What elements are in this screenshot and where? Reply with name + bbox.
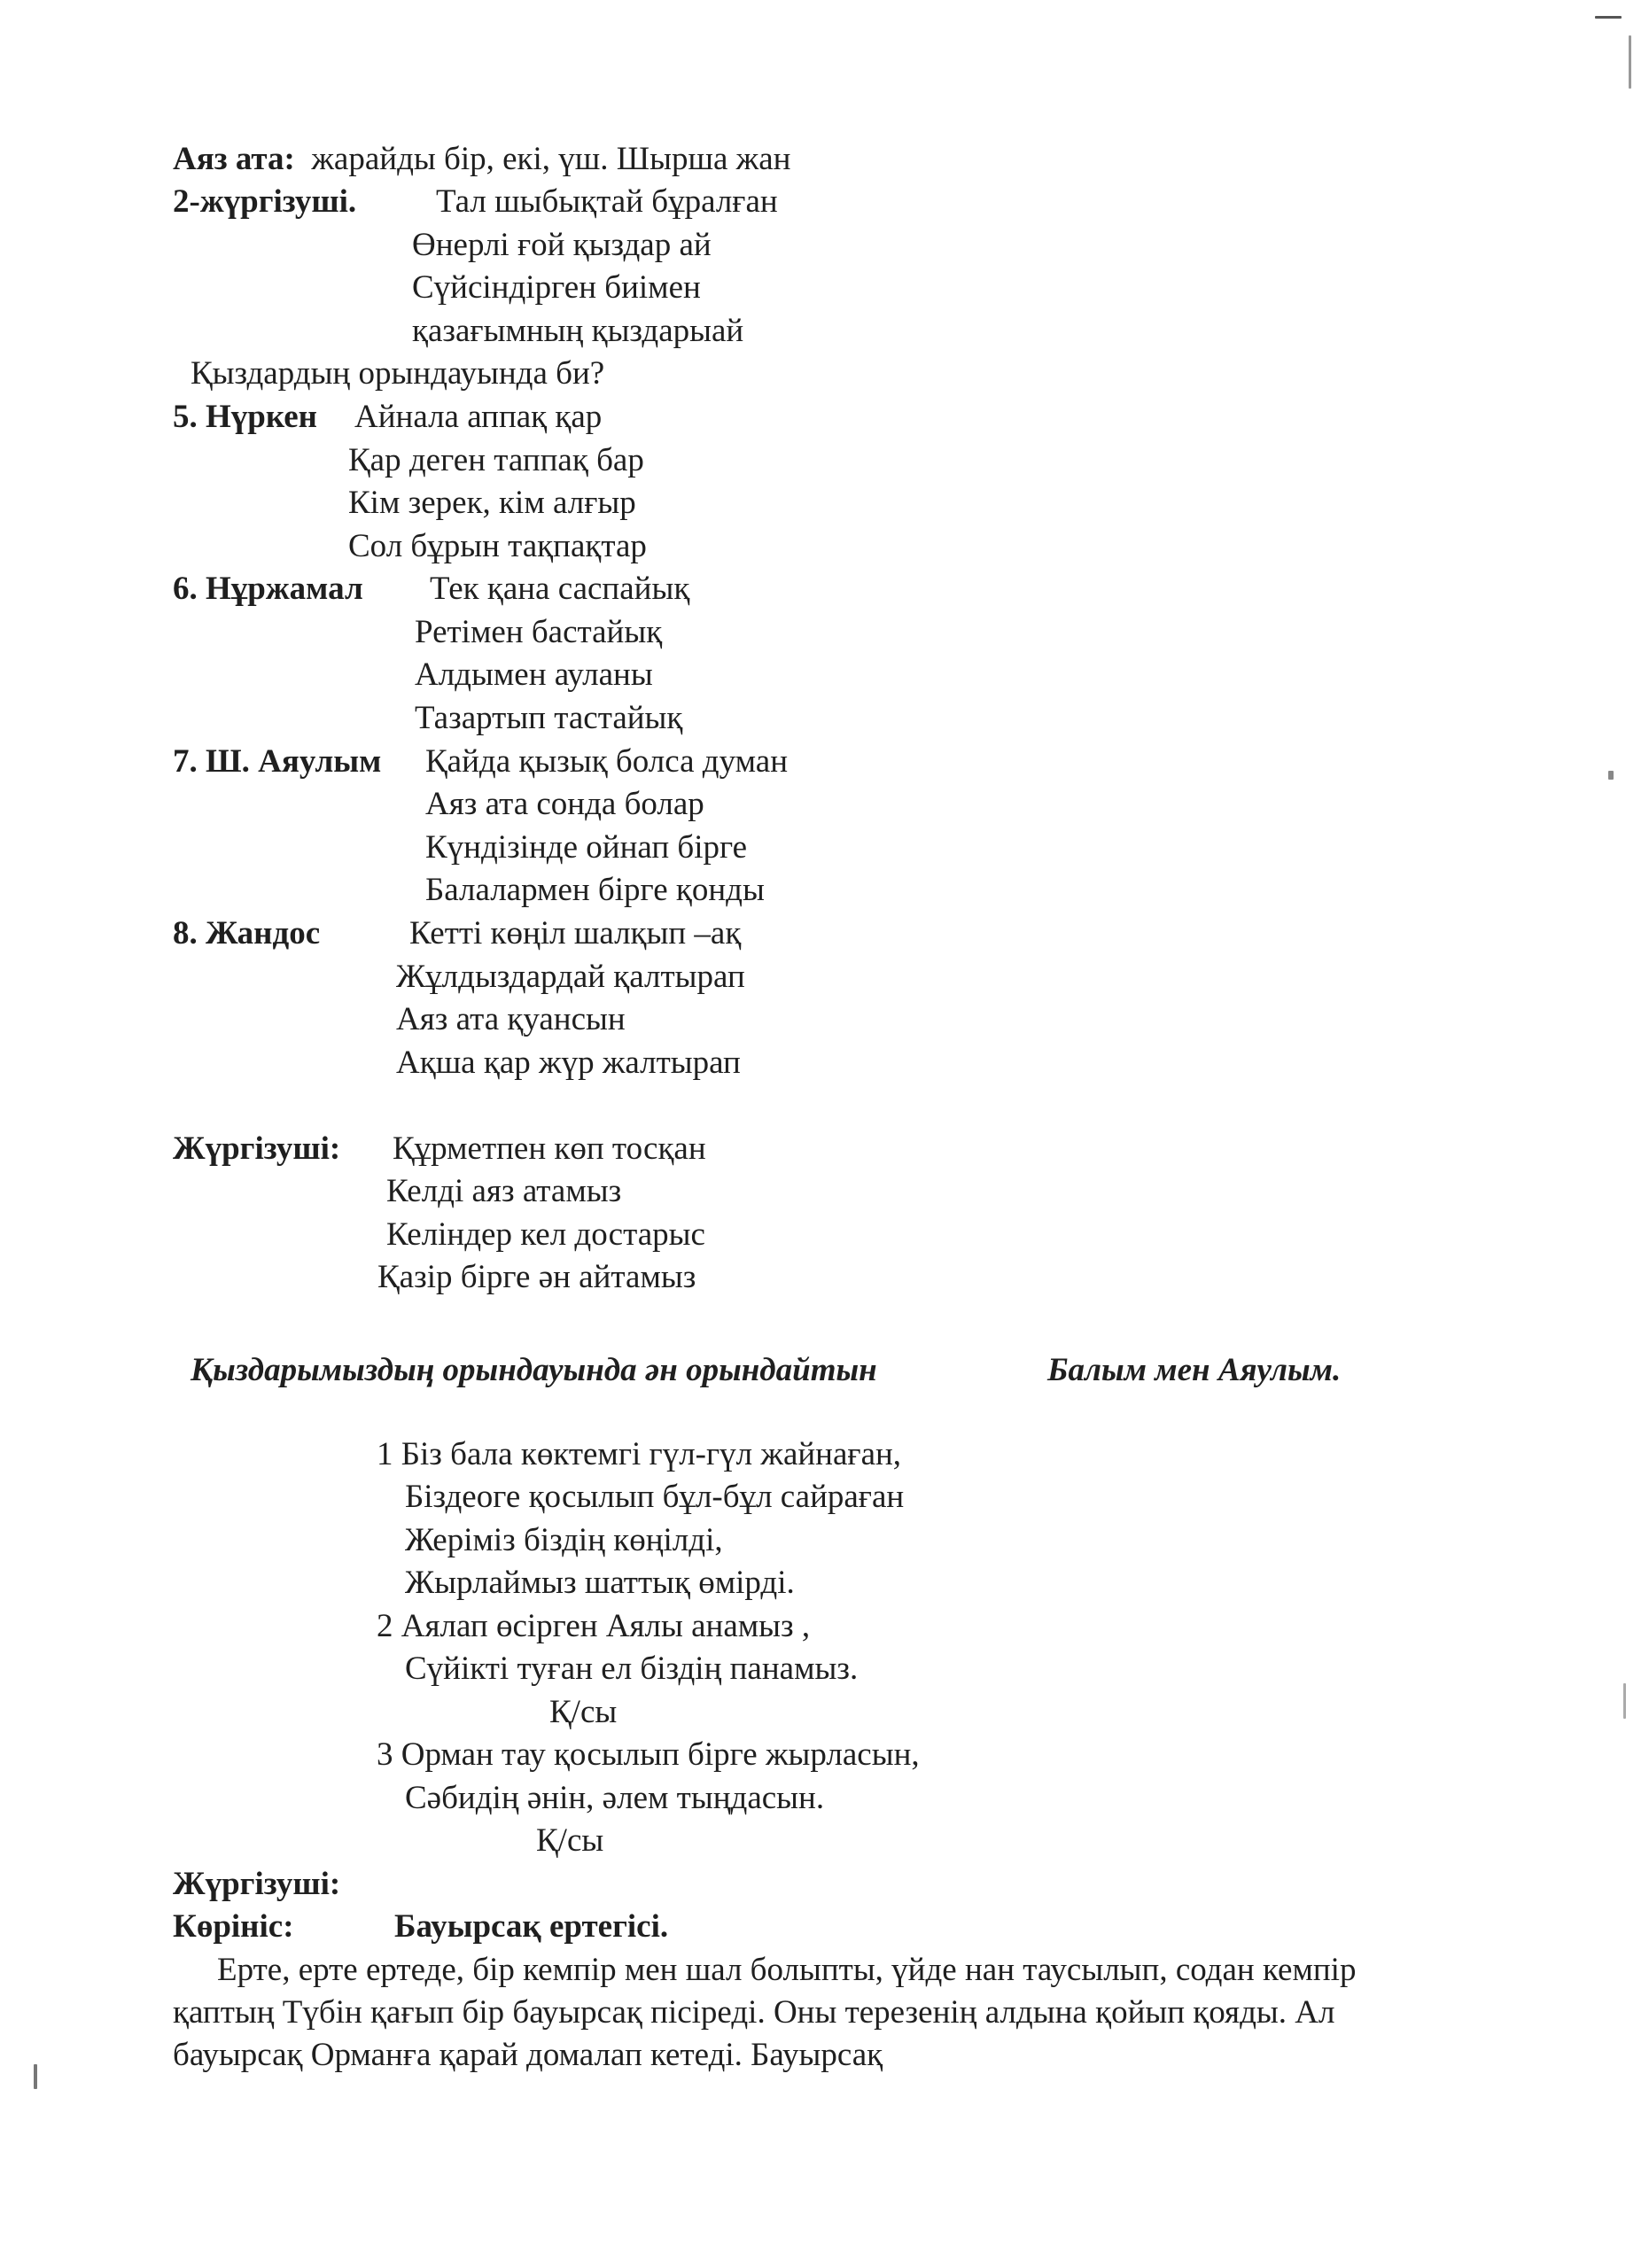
verse-line: қазағымның қыздарыай bbox=[412, 313, 744, 349]
verse-line: Аяз ата қуансын bbox=[396, 1001, 626, 1037]
speaker-name bbox=[173, 914, 320, 953]
verse-line: Тазартып тастайық bbox=[415, 700, 683, 736]
scan-mark bbox=[34, 2064, 37, 2089]
verse-line: Алдымен ауланы bbox=[415, 656, 653, 693]
verse-line: Қайда қызық болса думан bbox=[425, 743, 789, 780]
verse-line: Құрметпен көп тосқан bbox=[393, 1130, 706, 1167]
song-line: 2 Аялап өсірген Аялы анамыз , bbox=[377, 1608, 811, 1644]
verse-line: Күндізінде ойнап бірге bbox=[425, 829, 748, 866]
verse-line: Кетті көңіл шалқып –ақ bbox=[409, 915, 742, 951]
song-line: 3 Орман тау қосылып бірге жырласын, bbox=[377, 1736, 920, 1773]
song-line: Жеріміз біздің көңілді, bbox=[405, 1522, 723, 1558]
speaker-label: 5. Нүркен bbox=[173, 399, 317, 435]
scan-mark bbox=[1629, 35, 1631, 89]
verse-line: Келді аяз атамыз bbox=[386, 1173, 622, 1209]
speaker-label: Жүргізуші: bbox=[173, 1130, 341, 1167]
speaker-name: Аяз ата: bbox=[173, 141, 295, 177]
verse-line: Кім зерек, кім алғыр bbox=[348, 485, 636, 521]
scan-mark bbox=[1623, 1683, 1626, 1719]
scan-mark bbox=[1595, 16, 1622, 19]
verse-line: Өнерлі ғой қыздар ай bbox=[412, 227, 712, 263]
verse-line: Аяз ата сонда болар bbox=[425, 786, 704, 822]
scan-mark bbox=[1608, 771, 1614, 780]
story-paragraph: Ерте, ерте ертеде, бір кемпір мен шал болыпты, үйде нан таусылып, содан кемпір қаптың Түбін қағып бір бауырсақ пісіреді. Оны терезенің алдына қойып қояды. Ал бауырсақ Орманға қарай домалап кетеді. Бауырсақ bbox=[173, 1952, 1357, 2073]
song-line: Біздеоге қосылып бұл-бұл сайраған bbox=[405, 1479, 905, 1515]
song-performers: Балым мен Аяулым. bbox=[1047, 1352, 1342, 1388]
verse-line: Тек қана саспайық bbox=[430, 571, 690, 607]
song-line: Жырлаймыз шаттық өмірді. bbox=[405, 1565, 795, 1601]
verse-line: Айнала аппақ қар bbox=[354, 399, 603, 435]
verse-line: Ақша қар жүр жалтырап bbox=[396, 1045, 741, 1081]
stage-direction: Қыздардың орындауында би? bbox=[191, 355, 605, 392]
verse-line: Сол бұрын тақпақтар bbox=[348, 528, 647, 564]
verse-line: Жұлдыздардай қалтырап bbox=[396, 959, 745, 995]
scene-title: Бауырсақ ертегісі. bbox=[394, 1908, 669, 1945]
host-label: Жүргізуші: bbox=[173, 1866, 341, 1902]
verse-line: Балалармен бірге қонды bbox=[425, 872, 765, 908]
speaker-name bbox=[173, 742, 381, 781]
dialogue-line bbox=[173, 183, 356, 221]
chorus-marker: Қ/сы bbox=[549, 1694, 618, 1730]
speaker-label: 8. Жандос bbox=[173, 915, 321, 951]
song-heading: Қыздарымыздың орындауында ән орындайтын bbox=[191, 1352, 877, 1388]
chorus-marker: Қ/сы bbox=[536, 1822, 604, 1859]
verse-line: Сүйсіндірген биімен bbox=[412, 269, 701, 306]
line-text: жарайды бір, екі, үш. Шырша жан bbox=[311, 141, 791, 177]
song-line: 1 Біз бала көктемгі гүл-гүл жайнаған, bbox=[377, 1436, 902, 1472]
verse-line: Келіндер кел достарыс bbox=[386, 1216, 705, 1253]
verse-line: Қар деген таппақ бар bbox=[348, 442, 644, 478]
scene-label: Көрініс: bbox=[173, 1908, 294, 1945]
verse-line: Ретімен бастайық bbox=[415, 614, 663, 650]
speaker-label: 7. Ш. Аяулым bbox=[173, 743, 382, 780]
verse-line: Тал шыбықтай бұралған bbox=[436, 183, 778, 220]
song-line: Сүйікті туған ел біздің панамыз. bbox=[405, 1651, 859, 1687]
song-line: Сәбидің әнін, әлем тыңдасын. bbox=[405, 1780, 825, 1816]
speaker-name: 2-жүргізуші. bbox=[173, 183, 357, 220]
speaker-label: 6. Нұржамал bbox=[173, 571, 363, 607]
speaker-name bbox=[173, 570, 363, 609]
dialogue-line bbox=[173, 140, 790, 179]
verse-line: Қазір бірге ән айтамыз bbox=[377, 1259, 696, 1295]
speaker-name bbox=[173, 398, 317, 437]
speaker-name bbox=[173, 1130, 340, 1169]
